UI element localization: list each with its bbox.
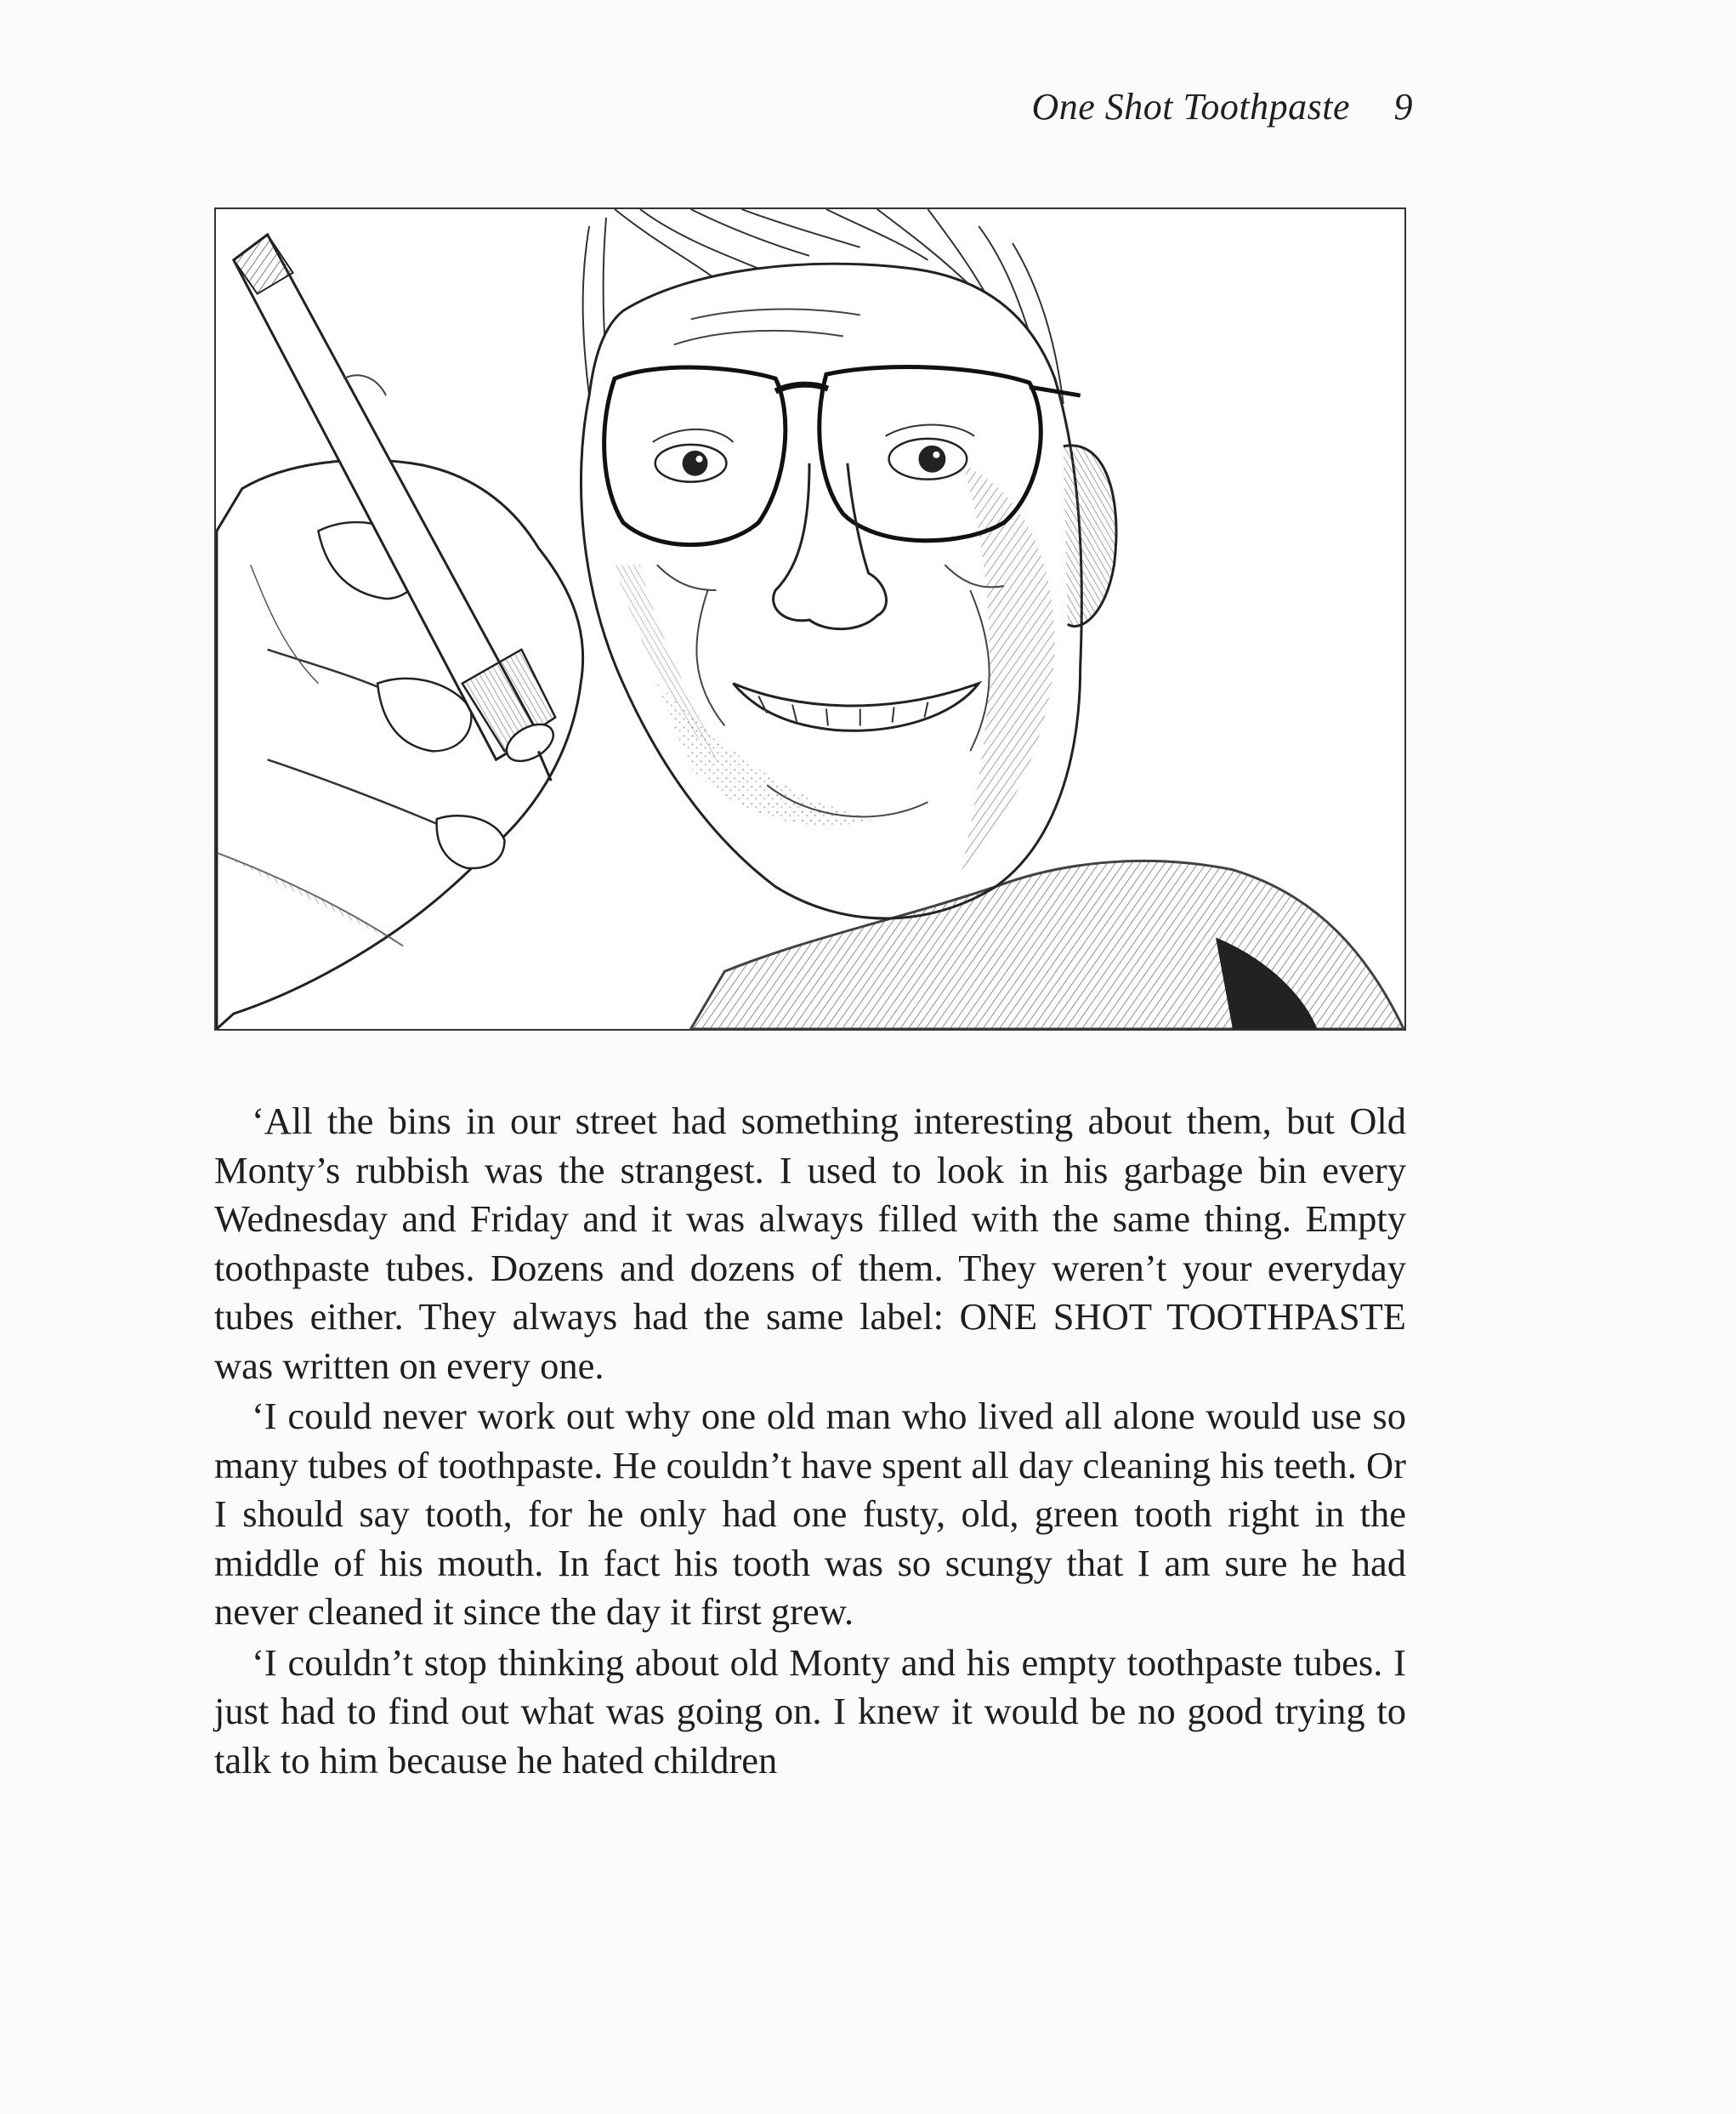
ear — [1064, 446, 1116, 627]
page-number: 9 — [1393, 86, 1413, 128]
running-head — [1031, 85, 1413, 128]
illustration-drawing — [216, 209, 1404, 1029]
paragraph-3: ‘I couldn’t stop thinking about old Monty and his empty toothpaste tubes. I just had to find out what was going on. I knew it would be no good trying to talk to him because he hated children — [214, 1640, 1406, 1782]
body-text — [214, 1097, 1406, 1785]
paragraph-1: ‘All the bins in our street had something interesting about them, but Old Monty’s rubbish was the strangest. I used to look in his garbage bin every Wednesday and Friday and it was always filled with the same thing. Empty toothpaste tubes. Dozens and dozens of them. They weren’t your everyday tubes either. They always had the same label: ONE SHOT TOOTHPASTE was written on every one. — [214, 1100, 1406, 1387]
chapter-title: One Shot Toothpaste — [1031, 86, 1350, 128]
illustration-old-man-with-toothpaste-tube — [214, 207, 1406, 1031]
paragraph-2: ‘I could never work out why one old man who lived all alone would use so many tubes of toothpaste. He couldn’t have spent all day cleaning his teeth. Or I should say tooth, for he only had one fusty, old, green tooth right in the middle of his mouth. In fact his tooth was so scungy that I am sure he had never cleaned it since the day it first grew. — [214, 1395, 1406, 1633]
